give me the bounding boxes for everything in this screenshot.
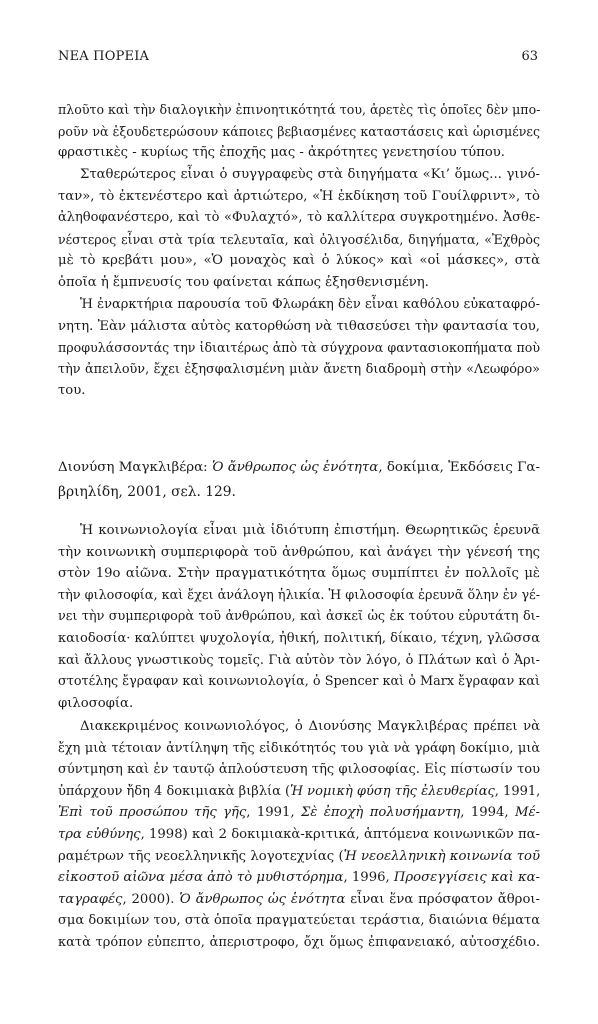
book-title: εἰκοστοῦ αἰῶνα μέσα ἀπὸ τὸ μυθιστόρημα: [58, 870, 344, 886]
text-run: , 1998) καὶ 2 δοκιμιακὰ-κριτικά, ἁπτόμενα κοινωνικῶν πα-: [140, 826, 540, 842]
text-line: νει τὴν συμπεριφορὰ τοῦ ἀνθρώπου, καὶ ἀσκεῖ ὡς ἐκ τούτου εὐρυτάτη δι-: [58, 609, 540, 625]
book-title: ταγραφές: [58, 891, 123, 907]
review1-paragraph-3: [58, 294, 540, 402]
text-line: προφυλάσσοντάς την ἰδιαιτέρως ἀπὸ τὰ σύγχρονα φαντασιοκοπήματα ποὺ: [58, 340, 540, 356]
text-line: κατὰ τρόπον εὐπεπτο, ἀπεριστροφο, ὄχι ὅμως ἐπιφανειακό, αὐτοσχέδιο.: [58, 934, 540, 950]
text-line: σμα δοκιμίων του, στὰ ὁποῖα πραγματεύεται τεράστια, διαιώνια θέματα: [58, 913, 540, 929]
text-line: [58, 867, 540, 889]
text-line: ὁποῖα ἡ ἔμπνευσίς του φαίνεται κάπως ἐξησθενισμένη.: [58, 274, 429, 290]
citation-line: βριηλίδη, 2001, σελ. 129.: [58, 484, 236, 500]
text-run: ὑπάρχουν ἤδη 4 δοκιμιακὰ βιβλία (: [58, 783, 291, 799]
text-line: τὴν ἀπειλοῦν, ἔχει ἐξησφαλισμένη μιὰν ἄνετη διαδρομὴ στὴν «Λεωφόρο»: [58, 361, 540, 377]
text-line: [58, 802, 540, 824]
book-title: Μέ-: [514, 805, 540, 821]
text-line: ἀληθοφανέστερο, καὶ τὸ «Φυλαχτό», τὸ καλλίτερα συγκροτημένο. Ἀσθε-: [58, 210, 540, 226]
text-run: , 1991,: [246, 805, 301, 821]
book-title: Ἐπὶ τοῦ προσώπου τῆς γῆς: [58, 805, 247, 821]
review1-paragraph-2: [58, 164, 540, 294]
citation-book-title: Ὁ ἄνθρωπος ὡς ἑνότητα: [211, 460, 379, 475]
book-title: Προσεγγίσεις καὶ κα-: [393, 870, 540, 886]
review1-paragraph-1: [58, 99, 540, 164]
text-run: , 2000).: [122, 891, 180, 907]
text-run: , 1991,: [494, 783, 540, 799]
text-line: ροῦν νὰ ἐξουδετερώσουν κάποιες βεβιασμένες καταστάσεις καὶ ὡρισμένες: [58, 123, 540, 139]
text-run: , 1994,: [460, 805, 515, 821]
text-line: καιοδοσία· καλύπτει ψυχολογία, ἠθική, πολιτική, δίκαιο, τέχνη, γλῶσσα: [58, 630, 540, 646]
running-head: [58, 47, 538, 67]
text-line: τὴν φιλοσοφία, καὶ ἔχει ἀνάλογη ἡλικία. Ἡ φιλοσοφία ἐρευνᾶ ὅλην ἐν γέ-: [58, 587, 540, 603]
text-line: πλοῦτο καὶ τὴν διαλογικὴν ἐπινοητικότητά του, ἀρετὲς τὶς ὁποῖες δὲν μπο-: [58, 102, 540, 117]
review2-citation: [58, 456, 540, 504]
text-line: του.: [58, 383, 86, 399]
text-line: [58, 889, 540, 911]
review2-paragraph-1: [58, 520, 540, 714]
text-line: τὴν κοινωνικὴ συμπεριφορὰ τοῦ ἀνθρώπου, καὶ ἀνάγει τὴν γένεσή της: [58, 544, 540, 560]
text-line: Διακεκριμένος κοινωνιολόγος, ὁ Διονύσης Μαγκλιβέρας πρέπει νὰ: [80, 719, 540, 734]
text-line: νέστερος εἶναι στὰ τρία τελευταῖα, καὶ ὀλιγοσέλιδα, διηγήματα, «Ἐχθρὸς: [58, 231, 540, 247]
text-line: καὶ ἄλλους γνωστικοὺς τομεῖς. Γιὰ αὐτὸν τὸν λόγο, ὁ Πλάτων καὶ ὁ Ἀρι-: [58, 652, 540, 668]
running-title: ΝΕΑ ΠΟΡΕΙΑ: [58, 49, 150, 64]
text-line: στὸν 19ο αἰῶνα. Στὴν πραγματικότητα ὅμως συμπίπτει ἐν πολλοῖς μὲ: [58, 566, 540, 582]
text-line: ἔχη μιὰ τέτοιαν ἀντίληψη τῆς εἰδικότητός του γιὰ νὰ γράφη δοκίμιο, μιὰ: [58, 740, 540, 756]
text-line: Σταθερώτερος εἶναι ὁ συγγραφεὺς στὰ διηγήματα «Κι’ ὅμως... γινό-: [80, 167, 540, 182]
citation-details: , δοκίμια, Ἐκδόσεις Γα-: [378, 460, 540, 475]
page-number: 63: [521, 49, 538, 64]
citation-author: Διονύση Μαγκλιβέρα:: [58, 460, 212, 475]
text-line: [58, 824, 540, 846]
text-run: εἶναι ἕνα πρόσφατον ἄθροι-: [345, 891, 540, 907]
text-run: ραμέτρων τῆς νεοελληνικῆς λογοτεχνίας (: [58, 848, 344, 864]
book-title: τρα εὐθύνης: [58, 826, 141, 842]
citation-line: [58, 456, 540, 480]
text-line: φιλοσοφία.: [58, 695, 134, 711]
book-title: Ἡ νομικὴ φύση τῆς ἐλευθερίας: [290, 783, 495, 799]
text-line: [58, 781, 540, 803]
review2-paragraph-2: [58, 716, 540, 954]
text-line: Ἡ ἐναρκτήρια παρουσία τοῦ Φλωράκη δὲν εἶναι καθόλου εὐκαταφρό-: [80, 297, 540, 312]
text-line: στοτέλης ἔγραφαν καὶ κοινωνιολογία, ὁ Spencer καὶ ὁ Marx ἔγραφαν καὶ: [58, 674, 540, 690]
text-line: νητη. Ἐὰν μάλιστα αὐτὸς κατορθώση νὰ τιθασεύσει τὴν φαντασία του,: [58, 318, 540, 334]
book-title: Ὁ ἄνθρωπος ὡς ἑνότητα: [179, 891, 346, 907]
text-line: [58, 846, 540, 868]
book-title: Σὲ ἐποχὴ πολυσήμαντη: [300, 805, 461, 821]
text-line: σύντμηση καὶ ἐν ταυτῷ ἁπλούστευση τῆς φιλοσοφίας. Εἰς πίστωσίν του: [58, 762, 540, 778]
text-line: Ἡ κοινωνιολογία εἶναι μιὰ ἰδιότυπη ἐπιστήμη. Θεωρητικῶς ἐρευνᾶ: [80, 523, 540, 538]
text-line: μὲ τὸ κρεβάτι μου», «Ὁ μοναχὸς καὶ ὁ λύκος» καὶ «οἱ μάσκες», στὰ: [58, 253, 540, 269]
text-line: φραστικὲς - κυρίως τῆς ἐποχῆς μας - ἀκρότητες γενετησίου τύπου.: [58, 145, 505, 161]
book-title: Ἡ νεοελληνικὴ κοινωνία τοῦ: [343, 848, 540, 864]
text-line: ταν», τὸ ἐκτενέστερο καὶ ἀρτιώτερο, «Ἡ ἐκδίκηση τοῦ Γουίλφριντ», τὸ: [58, 188, 540, 204]
text-run: , 1996,: [343, 870, 394, 886]
